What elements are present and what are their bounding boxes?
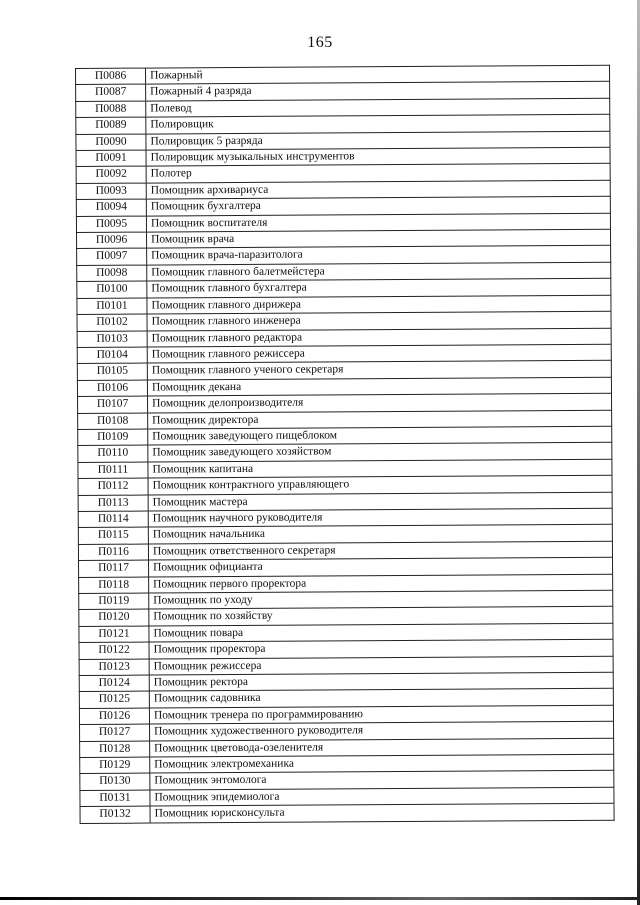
profession-code-cell: П0104 (77, 347, 147, 364)
profession-name-cell: Полировщик 5 разряда (146, 131, 610, 150)
table-body (76, 65, 615, 823)
profession-code-cell: П0118 (79, 577, 149, 594)
profession-code-cell: П0093 (76, 183, 146, 200)
profession-name-cell: Помощник директора (148, 410, 612, 429)
profession-name-cell: Помощник электромеханика (150, 754, 614, 773)
profession-code-cell: П0128 (80, 741, 150, 758)
profession-code-cell: П0094 (76, 199, 146, 216)
profession-name-cell: Помощник научного руководителя (148, 508, 612, 527)
profession-code-cell: П0122 (79, 642, 149, 659)
profession-name-cell: Помощник главного бухгалтера (147, 279, 611, 298)
profession-name-cell: Помощник тренера по программированию (149, 705, 613, 724)
profession-code-cell: П0131 (80, 790, 150, 807)
profession-name-cell: Помощник заведующего пищеблоком (148, 426, 612, 445)
profession-name-cell: Помощник делопроизводителя (148, 393, 612, 412)
profession-name-cell: Помощник художественного руководителя (150, 721, 614, 740)
profession-name-cell: Помощник главного балетмейстера (147, 262, 611, 281)
profession-code-table (75, 65, 615, 824)
profession-name-cell: Помощник первого проректора (149, 574, 613, 593)
profession-code-cell: П0127 (80, 724, 150, 741)
profession-code-cell: П0108 (78, 413, 148, 430)
profession-name-cell: Помощник воспитателя (146, 213, 610, 232)
profession-name-cell: Помощник по уходу (149, 590, 613, 609)
profession-code-cell: П0105 (77, 363, 147, 380)
profession-code-cell: П0130 (80, 774, 150, 791)
profession-code-cell: П0121 (79, 626, 149, 643)
profession-code-cell: П0116 (78, 544, 148, 561)
profession-code-cell: П0119 (79, 593, 149, 610)
scan-edge-bottom (0, 897, 640, 900)
profession-name-cell: Помощник эпидемиолога (150, 787, 614, 806)
profession-name-cell: Помощник бухгалтера (146, 196, 610, 215)
profession-code-cell: П0114 (78, 511, 148, 528)
table-row (80, 804, 614, 824)
profession-code-cell: П0087 (76, 84, 146, 101)
profession-name-cell: Помощник главного инженера (147, 311, 611, 330)
profession-code-cell: П0125 (79, 691, 149, 708)
profession-name-cell: Помощник декана (147, 377, 611, 396)
profession-name-cell: Помощник проректора (149, 639, 613, 658)
profession-code-cell: П0109 (78, 429, 148, 446)
profession-code-cell: П0101 (77, 298, 147, 315)
profession-name-cell: Пожарный (146, 65, 610, 84)
profession-code-cell: П0126 (79, 708, 149, 725)
profession-code-cell: П0103 (77, 331, 147, 348)
page-number: 165 (307, 34, 333, 51)
profession-name-cell: Полировщик (146, 114, 610, 133)
profession-name-cell: Помощник архивариуса (146, 180, 610, 199)
profession-code-cell: П0095 (76, 216, 146, 233)
profession-name-cell: Помощник контрактного управляющего (148, 475, 612, 494)
profession-code-cell: П0124 (79, 675, 149, 692)
profession-name-cell: Помощник главного дирижера (147, 295, 611, 314)
profession-name-cell: Пожарный 4 разряда (146, 82, 610, 101)
profession-code-cell: П0110 (78, 445, 148, 462)
profession-code-cell: П0112 (78, 478, 148, 495)
profession-code-cell: П0107 (78, 396, 148, 413)
profession-name-cell: Помощник капитана (148, 459, 612, 478)
profession-name-cell: Помощник главного режиссера (147, 344, 611, 363)
profession-code-cell: П0113 (78, 495, 148, 512)
profession-code-cell: П0098 (77, 265, 147, 282)
profession-name-cell: Помощник врача (147, 229, 611, 248)
profession-name-cell: Помощник цветовода-озеленителя (150, 738, 614, 757)
profession-code-cell: П0089 (76, 117, 146, 134)
profession-name-cell: Помощник по хозяйству (149, 607, 613, 626)
profession-code-cell: П0086 (76, 68, 146, 85)
profession-code-cell: П0092 (76, 167, 146, 184)
profession-name-cell: Полотер (146, 164, 610, 183)
profession-name-cell: Полировщик музыкальных инструментов (146, 147, 610, 166)
profession-code-cell: П0088 (76, 101, 146, 118)
profession-name-cell: Помощник главного ученого секретаря (147, 361, 611, 380)
profession-code-cell: П0111 (78, 462, 148, 479)
profession-name-cell: Помощник повара (149, 623, 613, 642)
profession-name-cell: Помощник ректора (149, 672, 613, 691)
profession-code-cell: П0120 (79, 609, 149, 626)
profession-name-cell: Помощник официанта (149, 557, 613, 576)
profession-name-cell: Полевод (146, 98, 610, 117)
profession-name-cell: Помощник режиссера (149, 656, 613, 675)
profession-name-cell: Помощник энтомолога (150, 771, 614, 790)
profession-name-cell: Помощник садовника (149, 689, 613, 708)
profession-code-cell: П0129 (80, 757, 150, 774)
profession-name-cell: Помощник заведующего хозяйством (148, 443, 612, 462)
profession-code-cell: П0100 (77, 281, 147, 298)
profession-name-cell: Помощник главного редактора (147, 328, 611, 347)
profession-name-cell: Помощник ответственного секретаря (148, 541, 612, 560)
profession-code-cell: П0132 (80, 806, 150, 823)
profession-name-cell: Помощник мастера (148, 492, 612, 511)
profession-code-cell: П0123 (79, 659, 149, 676)
profession-code-cell: П0096 (77, 232, 147, 249)
profession-code-cell: П0090 (76, 134, 146, 151)
profession-name-cell: Помощник юрисконсульта (150, 804, 614, 823)
profession-code-cell: П0106 (77, 380, 147, 397)
profession-code-cell: П0115 (78, 527, 148, 544)
profession-code-cell: П0102 (77, 314, 147, 331)
profession-code-cell: П0117 (79, 560, 149, 577)
profession-code-cell: П0091 (76, 150, 146, 167)
profession-name-cell: Помощник врача-паразитолога (147, 246, 611, 265)
profession-code-cell: П0097 (77, 249, 147, 266)
profession-name-cell: Помощник начальника (148, 525, 612, 544)
